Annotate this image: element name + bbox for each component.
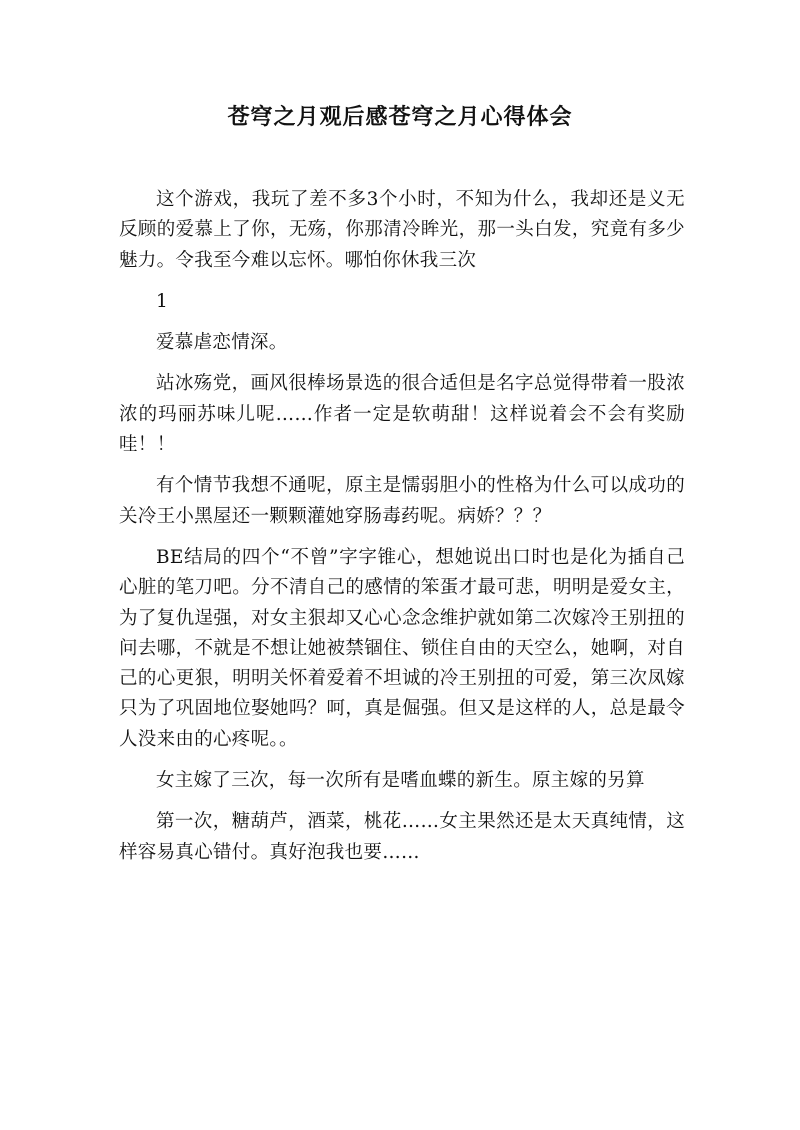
paragraph: 女主嫁了三次，每一次所有是嗜血蝶的新生。原主嫁的另算 bbox=[156, 770, 645, 792]
paragraph: 爱慕虐恋情深。 bbox=[156, 332, 288, 354]
paragraph: 这个游戏，我玩了差不多3个小时，不知为什么，我却还是义无反顾的爱慕上了你，无殇，你那清冷眸光，那一头白发，究竟有多少魅力。令我至今难以忘怀。哪怕你休我三次 bbox=[119, 189, 685, 271]
paragraph: BE结局的四个“不曾”字字锥心，想她说出口时也是化为插自己心脏的笔刀吧。分不清自己的感情的笨蛋才最可悲，明明是爱女主，为了复仇逞强，对女主狠却又心心念念维护就如第二次嫁冷王别扭的问去哪，不就是不想让她被禁锢住、锁住自由的天空么，她啊，对自己的心更狠，明明关怀着爱着不坦诚的冷王别扭的可爱，第三次凤嫁只为了巩固地位娶她吗？呵，真是倔强。但又是这样的人，总是最令人没来由的心疼呢。。 bbox=[119, 546, 685, 750]
paragraph: 站冰殇党，画风很棒场景选的很合适但是名字总觉得带着一股浓浓的玛丽苏味儿呢……作者一定是软萌甜！这样说着会不会有奖励哇！！ bbox=[119, 373, 685, 456]
paragraph: 第一次，糖葫芦，酒菜，桃花……女主果然还是太天真纯情，这样容易真心错付。真好泡我也要…… bbox=[119, 811, 685, 863]
paragraph: 有个情节我想不通呢，原主是懦弱胆小的性格为什么可以成功的关冷王小黑屋还一颗颗灌她穿肠毒药呢。病娇？？？ bbox=[119, 475, 685, 527]
document-title: 苍穹之月观后感苍穹之月心得体会 bbox=[227, 104, 573, 130]
paragraph-numeral: 1 bbox=[156, 290, 169, 312]
document-body bbox=[119, 185, 685, 879]
